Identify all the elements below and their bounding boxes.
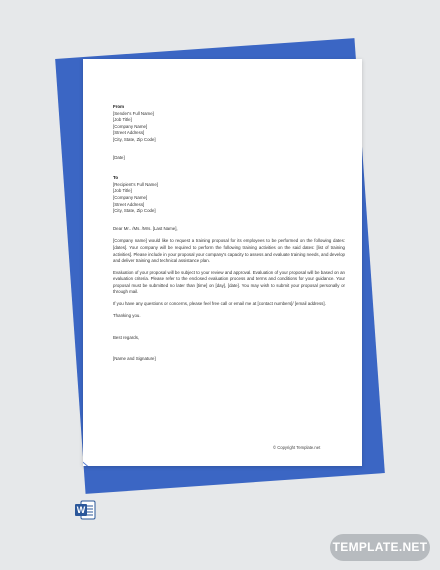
body-paragraph-1: [Company name] would like to request a training proposal for its employees to be performed on the following dates: [dates]. Your company will be required to perform the following training activities on the said dates: [list of training activities]. Please include in your proposal your company's capacity to assess and evaluate training needs, and develop and deliver training and technical assistance plan. bbox=[113, 238, 345, 264]
sender-job-title: [Job Title] bbox=[113, 117, 132, 123]
sender-city: [City, State, Zip Code] bbox=[113, 136, 156, 142]
salutation: Dear Mr.. /Ms. /Mrs. [Last Name], bbox=[113, 225, 178, 231]
corner-stripe-thin bbox=[83, 445, 109, 466]
recipient-company: [Company Name] bbox=[113, 194, 148, 200]
body-paragraph-2: Evaluation of your proposal will be subject to your review and approval. Evaluation of your proposal will be based on an evaluation criteria. Please refer to the enclosed evaluation process and terms and conditions for your guidance. Your proposal must be submitted no later than [time] on [day], [date]. You may wish to submit your proposal personally or through mail. bbox=[113, 269, 345, 295]
letter-body bbox=[113, 104, 345, 362]
word-icon bbox=[74, 499, 96, 521]
sender-street: [Street Address] bbox=[113, 130, 145, 136]
word-icon-letter: W bbox=[76, 505, 86, 516]
signature-placeholder: [Name and Signature] bbox=[113, 355, 156, 361]
corner-stripe bbox=[83, 451, 123, 466]
recipient-street: [Street Address] bbox=[113, 201, 145, 207]
recipient-city: [City, State, Zip Code] bbox=[113, 208, 156, 214]
template-net-watermark[interactable]: TEMPLATE.NET bbox=[330, 534, 430, 561]
letter-date: [Date] bbox=[113, 154, 125, 160]
to-heading: To bbox=[113, 175, 119, 181]
sender-company: [Company Name] bbox=[113, 123, 148, 129]
recipient-name: [Recipient's Full Name] bbox=[113, 181, 159, 187]
recipient-job-title: [Job Title] bbox=[113, 188, 132, 194]
body-paragraph-3: If you have any questions or concerns, please feel free call or email me at [contact numbers]/ [email address]. bbox=[113, 301, 326, 307]
from-heading: From bbox=[113, 104, 124, 109]
copyright-notice: © Copyright Template.net bbox=[273, 445, 321, 450]
letter-page bbox=[83, 59, 362, 466]
body-paragraph-4: Thanking you. bbox=[113, 312, 141, 318]
closing: Best regards, bbox=[113, 335, 140, 341]
sender-name: [Sender's Full Name] bbox=[113, 110, 154, 116]
